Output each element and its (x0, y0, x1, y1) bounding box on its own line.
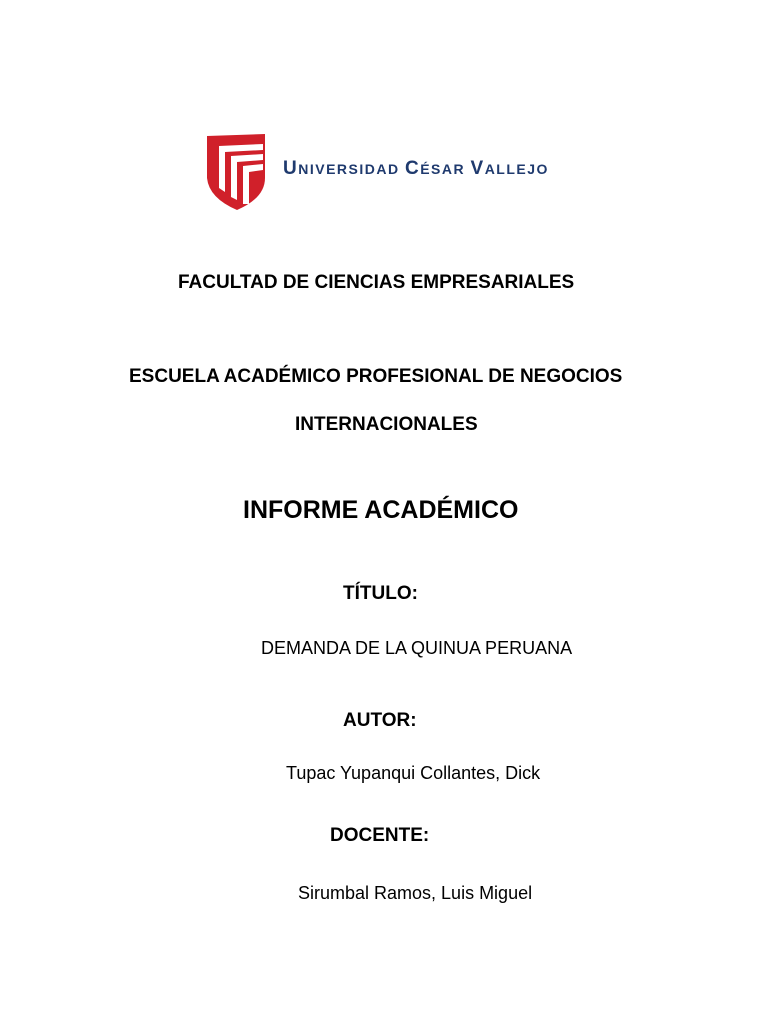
titulo-label: TÍTULO: (343, 583, 418, 604)
university-shield-icon (205, 132, 269, 212)
autor-value: Tupac Yupanqui Collantes, Dick (286, 763, 541, 783)
titulo-value: DEMANDA DE LA QUINUA PERUANA (261, 638, 573, 658)
facultad-heading: FACULTAD DE CIENCIAS EMPRESARIALES (178, 272, 575, 293)
escuela-heading-line2: INTERNACIONALES (295, 414, 478, 435)
autor-label: AUTOR: (343, 710, 417, 731)
docente-value: Sirumbal Ramos, Luis Miguel (298, 883, 533, 903)
document-type-title: INFORME ACADÉMICO (243, 496, 519, 524)
escuela-heading-line1: ESCUELA ACADÉMICO PROFESIONAL DE NEGOCIOS (129, 366, 623, 387)
university-logo (205, 132, 549, 212)
university-name: UNIVERSIDAD CÉSAR VALLEJO (283, 158, 549, 179)
docente-label: DOCENTE: (330, 825, 430, 846)
